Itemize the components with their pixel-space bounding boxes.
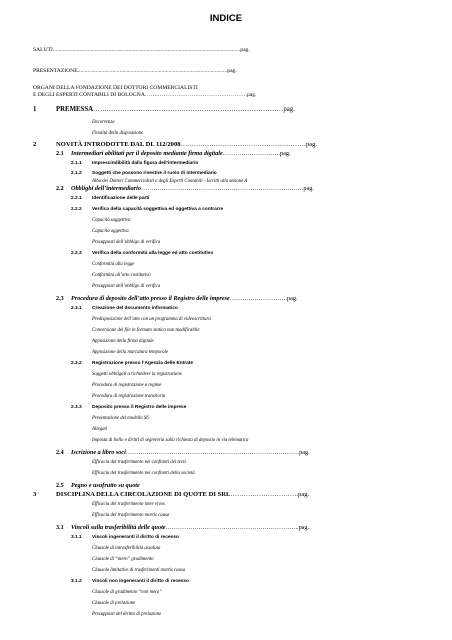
toc-subsection-number: 2.1.1 bbox=[71, 161, 82, 166]
toc-subsection-number: 2.2.3 bbox=[71, 251, 82, 256]
toc-subsection-number: 2.3.2 bbox=[71, 361, 82, 366]
toc-subitem: Finalità della disposizione bbox=[92, 131, 144, 136]
page-title: INDICE bbox=[209, 13, 243, 24]
entry-dots: ………………………. bbox=[229, 295, 288, 302]
toc-section-2-3[interactable] bbox=[71, 296, 298, 302]
toc-subsection-number: 2.2.1 bbox=[71, 196, 82, 201]
entry-dots: ………………………………………………. bbox=[144, 92, 247, 98]
toc-subsection-number: 2.3.3 bbox=[71, 405, 82, 410]
entry-page: pag. bbox=[303, 185, 314, 192]
toc-section-2-1[interactable] bbox=[71, 151, 290, 157]
entry-dots: …………………………. bbox=[230, 491, 299, 498]
toc-section-3[interactable] bbox=[56, 492, 309, 499]
section-number: 1 bbox=[33, 106, 37, 113]
entry-page: pag. bbox=[227, 68, 237, 74]
toc-section-3-1-number: 3.1 bbox=[56, 524, 64, 531]
toc-subsection[interactable]: Identificazione delle parti bbox=[92, 196, 150, 201]
toc-section-2-2-number: 2.2 bbox=[56, 185, 64, 192]
toc-subsection-number: 3.1.2 bbox=[71, 579, 82, 584]
toc-entry-organi-line2[interactable] bbox=[33, 93, 256, 99]
entry-dots: ………………………………………………… bbox=[180, 141, 306, 148]
toc-subitem: Efficacia del trasferimento mortis causa bbox=[92, 513, 170, 518]
toc-subitem: Apposizione della marcatura temporale bbox=[92, 350, 169, 355]
toc-subsection-number: 2.3.1 bbox=[71, 306, 82, 311]
toc-section-2[interactable] bbox=[56, 142, 317, 149]
entry-page: pag. bbox=[298, 524, 310, 531]
entry-page: pag. bbox=[305, 141, 318, 148]
entry-dots: ........................................................................................................... bbox=[77, 68, 228, 74]
toc-entry-organi-line1 bbox=[33, 86, 198, 92]
entry-page: pag. bbox=[287, 295, 298, 302]
toc-subsection-number: 2.2.2 bbox=[71, 207, 82, 212]
toc-section-2-1-number: 2.1 bbox=[56, 150, 64, 157]
entry-page: pag. bbox=[298, 491, 310, 498]
toc-subsection[interactable]: Vincoli ingeneranti il diritto di recesso bbox=[92, 535, 179, 540]
entry-page: pag. bbox=[283, 106, 295, 113]
toc-subitem: Capacità soggettiva bbox=[92, 218, 131, 223]
entry-dots: ………………………. bbox=[222, 150, 280, 157]
toc-subitem: Imposta di bollo e diritti di segreteria sulla richiesta di deposito in via telematica bbox=[92, 438, 249, 443]
toc-subsection-number: 2.1.2 bbox=[71, 171, 82, 176]
toc-subitem: Procedura di registrazione transitoria bbox=[92, 394, 166, 399]
toc-subsection-number: 3.1.1 bbox=[71, 535, 82, 540]
toc-subsection[interactable]: Soggetti che possono rivestire il ruolo di intermediario bbox=[92, 171, 217, 176]
toc-section-2-5-number: 2.5 bbox=[56, 482, 64, 489]
entry-text: PRESENTAZIONE bbox=[33, 68, 78, 74]
entry-page: pag. bbox=[299, 449, 310, 456]
toc-section-1-title[interactable] bbox=[56, 107, 295, 114]
entry-text: Obblighi dell’intermediario bbox=[71, 185, 141, 192]
toc-entry-saluti[interactable] bbox=[33, 48, 250, 54]
toc-subitem: Presentazione del modello S6 bbox=[92, 416, 149, 421]
toc-subitem: Efficacia del trasferimento nei confronti dei terzi bbox=[92, 460, 186, 465]
toc-section-2-5[interactable]: Pegno e usufrutto su quote bbox=[71, 482, 140, 489]
toc-section-2-4-number: 2.4 bbox=[56, 449, 64, 456]
toc-subsection[interactable]: Verifica della conformità alla legge ed atto costitutivo bbox=[92, 251, 214, 256]
toc-section-2-3-number: 2.3 bbox=[56, 295, 64, 302]
toc-subitem: Allegati bbox=[92, 427, 108, 432]
entry-dots: ……………………………………………………….. bbox=[165, 524, 299, 531]
toc-subitem: Conversione del file in formato statico non modificabile bbox=[92, 328, 200, 333]
toc-subitem: Predisposizione dell’atto con un programma di videoscrittura bbox=[92, 317, 211, 322]
toc-subitem: Efficacia del trasferimento nei confronti della società bbox=[92, 471, 195, 476]
toc-subitem: Albo dei Dottori Commercialisti e degli Esperti Contabili - Iscritti alla sezione A bbox=[92, 179, 248, 184]
entry-dots: ...................................................................................................................................... bbox=[52, 47, 241, 53]
toc-subitem: Soggetti obbligati a richiedere la registrazione bbox=[92, 372, 182, 377]
toc-subitem: Clausole di gradimento “non mero” bbox=[92, 590, 162, 595]
toc-entry-presentazione[interactable] bbox=[33, 69, 237, 75]
toc-subsection[interactable]: Creazione del documento informatico bbox=[92, 306, 178, 311]
toc-subitem: Procedura di registrazione a regime bbox=[92, 383, 162, 388]
toc-subitem: Clausole di prelazione bbox=[92, 601, 136, 606]
toc-subitem: Conformità alla legge bbox=[92, 262, 135, 267]
toc-subitem: Capacità oggettiva bbox=[92, 229, 129, 234]
entry-text: NOVITÀ INTRODOTTE DAL DL 112/2008 bbox=[56, 141, 181, 148]
toc-section-3-1[interactable] bbox=[71, 525, 309, 531]
entry-dots: ………………………………………………………………………… bbox=[125, 449, 300, 456]
toc-subitem: Presupposti dell’obbligo di verifica bbox=[92, 240, 161, 245]
entry-text: SALUTI bbox=[33, 47, 53, 53]
toc-section-3-number: 3 bbox=[33, 491, 37, 498]
toc-subitem: Clausole di “mero” gradimento bbox=[92, 557, 154, 562]
entry-text: Intermediari abilitati per il deposito mediante firma digitale bbox=[71, 150, 223, 157]
toc-subsection[interactable]: Verifica della capacità soggettiva ed oggettiva a contrarre bbox=[92, 207, 224, 212]
toc-subsection[interactable]: Deposito presso il Registro delle imprese bbox=[92, 405, 187, 410]
toc-section-2-4[interactable] bbox=[71, 450, 310, 456]
entry-text: E DEGLI ESPERTI CONTABILI DI BOLOGNA bbox=[33, 92, 145, 98]
entry-dots: ………………………………………………………………………… bbox=[93, 106, 284, 113]
toc-subitem: Decorrenza bbox=[92, 120, 115, 125]
toc-subsection[interactable]: Registrazione presso l’Agenzia delle Entrate bbox=[92, 361, 194, 366]
toc-subitem: Conformità all’atto costitutivo bbox=[92, 273, 151, 278]
entry-page: pag. bbox=[240, 47, 250, 53]
entry-text: Iscrizione a libro soci bbox=[71, 449, 126, 456]
entry-page: pag. bbox=[280, 150, 291, 157]
toc-subitem: Presupposti dell’obbligo di verifica bbox=[92, 284, 161, 289]
entry-dots: ……………………………………………………………………. bbox=[140, 185, 304, 192]
entry-page: pag. bbox=[246, 92, 257, 98]
toc-subitem: Apposizione della firma digitale bbox=[92, 339, 154, 344]
entry-text: PREMESSA bbox=[56, 106, 94, 113]
toc-subsection[interactable]: Imprescindibilità dalla figura dell’intermediario bbox=[92, 161, 199, 166]
entry-text: Vincoli sulla trasferibilità delle quote bbox=[71, 524, 166, 531]
toc-subitem: Efficacia del trasferimento inter vivos bbox=[92, 502, 165, 507]
toc-section-2-number: 2 bbox=[33, 141, 37, 148]
toc-subitem: Clausole limitative di trasferimenti mortis causa bbox=[92, 568, 186, 573]
entry-text: ORGANI DELLA FONDAZIONE DEI DOTTORI COMMERCIALISTI bbox=[33, 85, 198, 91]
toc-subsection[interactable]: Vincoli non ingeneranti il diritto di recesso bbox=[92, 579, 189, 584]
entry-text: DISCIPLINA DELLA CIRCOLAZIONE DI QUOTE DI SRL bbox=[56, 491, 231, 498]
toc-section-2-2[interactable] bbox=[71, 186, 314, 192]
toc-subitem: Presupposti del diritto di prelazione bbox=[92, 612, 162, 617]
toc-subitem: Clausole di intrasferibilità assoluta bbox=[92, 546, 161, 551]
entry-text: Procedura di deposito dell’atto presso il Registro delle imprese bbox=[71, 295, 230, 302]
toc-section-1[interactable] bbox=[33, 107, 36, 114]
